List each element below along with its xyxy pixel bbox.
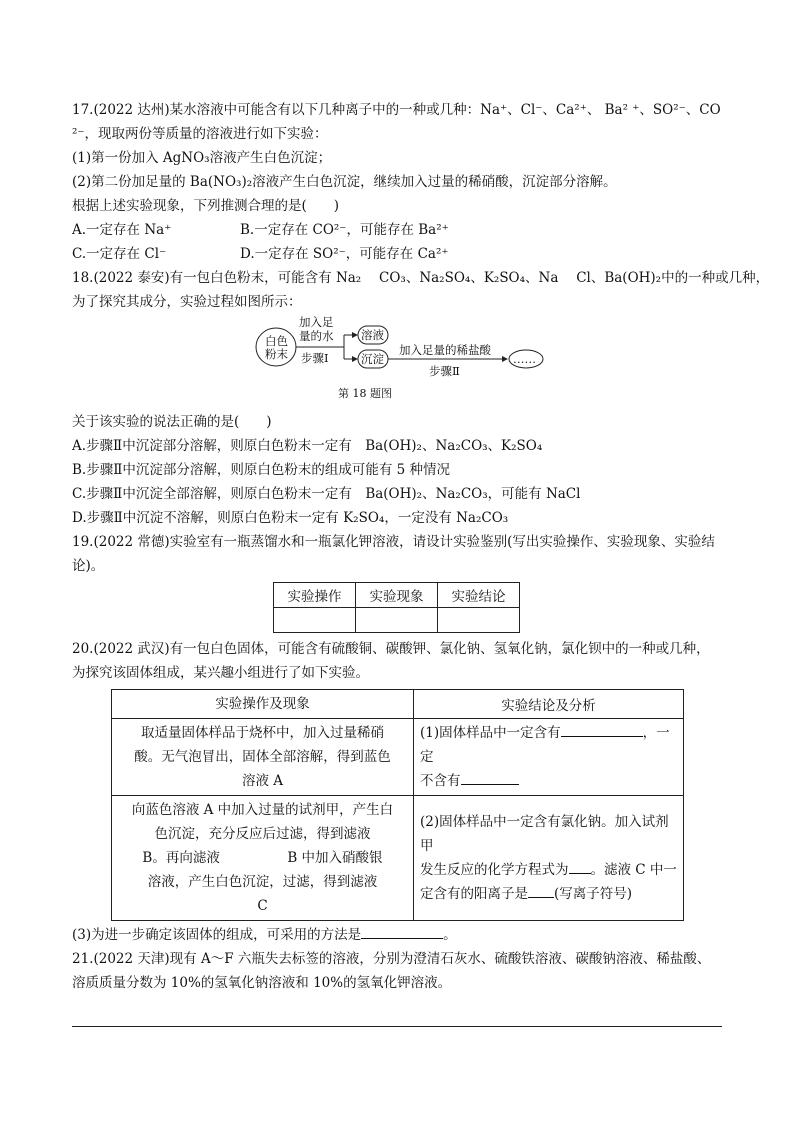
q19-answer-conclusion[interactable] (438, 608, 520, 633)
step2-arrowhead (502, 356, 508, 362)
q19-header-operation: 实验操作 (274, 583, 356, 608)
q20-row1-text-b: ，一定 (420, 725, 670, 765)
q20-header-row (112, 690, 684, 719)
q18-diagram (72, 314, 722, 410)
q20-row2-op-line2: 色沉淀，充分反应后过滤，得到滤液 (154, 826, 371, 842)
q17-option-a: A.一定存在 Na⁺ (72, 222, 172, 238)
diagram-start-line2: 粉末 (265, 347, 288, 361)
diagram-solution-label: 溶液 (361, 328, 384, 342)
q21-stem-line2: 溶质质量分数为 10%的氢氧化钠溶液和 10%的氢氧化钾溶液。 (72, 975, 452, 991)
q19-answer-operation[interactable] (274, 608, 356, 633)
q20-row2-text-d: 定含有的阳离子是 (420, 886, 528, 902)
q20-row1-op-line2: 酸。无气泡冒出，固体全部溶解，得到蓝色 (134, 749, 391, 765)
diagram-reagent1-line1: 加入足 (299, 315, 334, 329)
q20-row1-op-line3: 溶液 A (241, 773, 284, 789)
q20-header-operation: 实验操作及现象 (112, 690, 414, 719)
q17-question: 根据上述实验现象，下列推测合理的是( ) (72, 198, 340, 214)
q18-option-b: B.步骤Ⅱ中沉淀部分溶解，则原白色粉末的组成可能有 5 种情况 (72, 462, 451, 478)
q20-row2 (112, 796, 684, 921)
q18-option-a: A.步骤Ⅱ中沉淀部分溶解，则原白色粉末一定有 Ba(OH)₂、Na₂CO₃、K₂SO₄ (72, 438, 543, 454)
diagram-step2-label: 步骤Ⅱ (429, 364, 460, 378)
q20-row2-op-line1: 向蓝色溶液 A 中加入过量的试剂甲，产生白 (131, 802, 394, 818)
branch-top-arrowhead (352, 332, 358, 338)
q20-row1-operation (112, 719, 414, 796)
q19-table (273, 582, 520, 633)
q18-stem-line1: 18.(2022 泰安)有一包白色粉末，可能含有 Na₂ CO₃、Na₂SO₄、K₂SO₄、Na Cl、Ba(OH)₂中的一种或几种， (72, 270, 770, 286)
q19-header-conclusion: 实验结论 (438, 583, 520, 608)
answer-blank-method[interactable] (361, 923, 443, 939)
q20-row1-text-c: 不含有 (420, 773, 461, 789)
q18-option-d: D.步骤Ⅱ中沉淀不溶解，则原白色粉末一定有 K₂SO₄，一定没有 Na₂CO₃ (72, 510, 509, 526)
answer-blank-contains[interactable] (561, 721, 643, 737)
branch-bottom-arrowhead (352, 356, 358, 362)
q19-stem-line2: 论)。 (72, 558, 105, 574)
q20-row1-text-a: (1)固体样品中一定含有 (420, 725, 561, 741)
q17-options-row1 (72, 218, 722, 242)
q20-row2-concl-line1: (2)固体样品中一定含有氯化钠。加入试剂甲 (420, 814, 669, 854)
diagram-result-label: …… (513, 352, 536, 366)
bottom-rule (72, 1026, 722, 1027)
diagram-step1-label: 步骤Ⅰ (301, 351, 329, 365)
q19-answer-row (274, 608, 520, 633)
q20-row2-op-line5: C (257, 898, 268, 914)
q17-stem-line2: ²⁻，现取两份等质量的溶液进行如下实验： (72, 126, 328, 142)
q17-step2: (2)第二份加足量的 Ba(NO₃)₂溶液产生白色沉淀，继续加入过量的稀硝酸，沉淀部分溶解。 (72, 174, 617, 190)
q17-option-d: D.一定存在 SO²⁻，可能存在 Ca²⁺ (240, 246, 449, 262)
q19-header-phenomenon: 实验现象 (356, 583, 438, 608)
q17-step1: (1)第一份加入 AgNO₃溶液产生白色沉淀； (72, 150, 332, 166)
q20-row1 (112, 719, 684, 796)
q20-row1-concl-line2 (420, 769, 677, 793)
q19-answer-phenomenon[interactable] (356, 608, 438, 633)
q20-row2-op-line3: B。再向滤液 B 中加入硝酸银 (142, 850, 383, 866)
q20-row1-conclusion (414, 719, 684, 796)
q17-stem-line1: 17.(2022 达州)某水溶液中可能含有以下几种离子中的一种或几种：Na⁺、Cl⁻、Ca²⁺、 Ba² ⁺、SO²⁻、CO (72, 102, 721, 118)
q18-flow-svg (72, 314, 722, 410)
q20-row1-op-line1: 取适量固体样品于烧杯中，加入过量稀硝 (141, 725, 384, 741)
q20-row2-concl-line2 (420, 858, 677, 882)
q20-part3 (72, 923, 722, 947)
q20-row2-op-line4: 溶液，产生白色沉淀，过滤，得到滤液 (147, 874, 378, 890)
q20-part3-end: 。 (443, 927, 457, 943)
diagram-reagent2-label: 加入足量的稀盐酸 (399, 343, 491, 357)
diagram-caption: 第 18 题图 (338, 387, 392, 400)
answer-blank-equation[interactable] (569, 858, 591, 874)
q20-header-conclusion: 实验结论及分析 (414, 690, 684, 719)
q17-option-c: C.一定存在 Cl⁻ (72, 246, 167, 262)
diagram-precipitate-label: 沉淀 (361, 352, 384, 366)
q18-question: 关于该实验的说法正确的是( ) (72, 414, 272, 430)
q19-header-row (274, 583, 520, 608)
q20-row2-concl-line3 (420, 882, 677, 906)
q20-stem-line1: 20.(2022 武汉)有一包白色固体，可能含有硫酸铜、碳酸钾、氯化钠、氢氧化钠，氯化钡中的一种或几种， (72, 641, 710, 657)
q20-row1-concl-line1 (420, 721, 677, 769)
diagram-reagent1-line2: 量的水 (299, 329, 334, 343)
q20-part3-text: (3)为进一步确定该固体的组成，可采用的方法是 (72, 927, 362, 943)
q20-table (111, 689, 684, 921)
q17-option-b: B.一定存在 CO²⁻，可能存在 Ba²⁺ (240, 222, 449, 238)
q20-row2-conclusion (414, 796, 684, 921)
answer-blank-not-contains[interactable] (461, 769, 519, 785)
q20-stem-line2: 为探究该固体组成，某兴趣小组进行了如下实验。 (72, 665, 369, 681)
page-content (72, 98, 770, 995)
q20-row2-operation (112, 796, 414, 921)
answer-blank-cation[interactable] (528, 882, 554, 898)
diagram-start-line1: 白色 (265, 334, 288, 348)
q17-options-row2 (72, 242, 722, 266)
q18-stem-line2: 为了探究其成分，实验过程如图所示： (72, 294, 302, 310)
q21-stem-line1: 21.(2022 天津)现有 A～F 六瓶失去标签的溶液，分别为澄清石灰水、硫酸铁溶液、碳酸钠溶液、稀盐酸、 (72, 951, 711, 967)
q20-row2-text-c: 。滤液 C 中一 (590, 862, 677, 878)
q20-row2-text-e: (写离子符号) (554, 886, 633, 902)
q20-row2-text-b: 发生反应的化学方程式为 (420, 862, 569, 878)
q19-stem-line1: 19.(2022 常德)实验室有一瓶蒸馏水和一瓶氯化钾溶液，请设计实验鉴别(写出实验操作、实验现象、实验结 (72, 534, 715, 550)
q18-option-c: C.步骤Ⅱ中沉淀全部溶解，则原白色粉末一定有 Ba(OH)₂、Na₂CO₃，可能有 NaCl (72, 486, 581, 502)
